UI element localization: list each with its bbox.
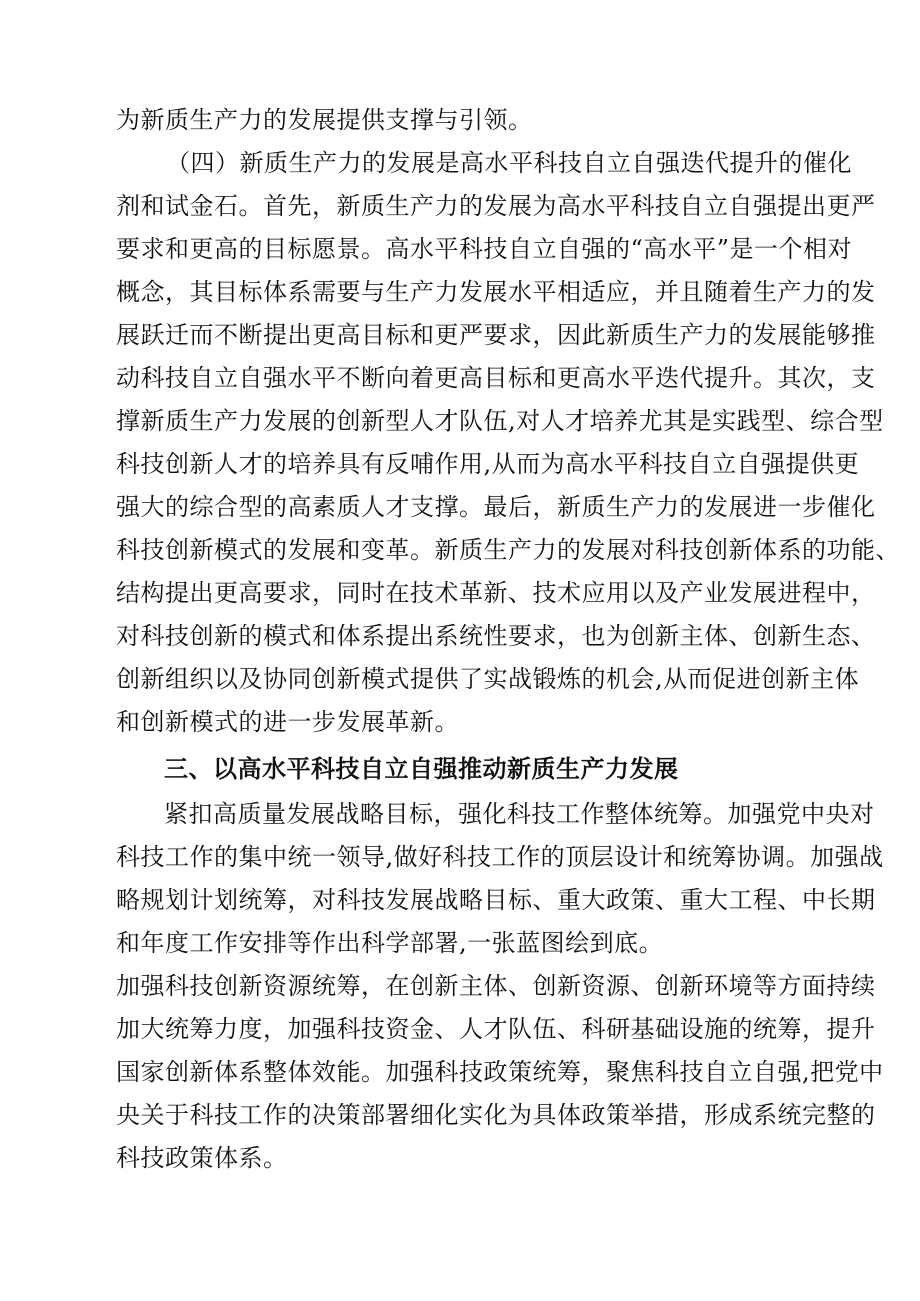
text-line: 动科技自立自强水平不断向着更高目标和更高水平迭代提升。其次，支 — [116, 364, 876, 392]
text-line: 国家创新体系整体效能。加强科技政策统筹，聚焦科技自立自强,把党中 — [116, 1058, 884, 1086]
text-line: 和创新模式的进一步发展革新。 — [116, 708, 459, 736]
text-line: 略规划计划统筹，对科技发展战略目标、重大政策、重大工程、中长期 — [116, 886, 876, 914]
section-heading: 三、以高水平科技自立自强推动新质生产力发展 — [164, 754, 679, 783]
text-line: 科技创新人才的培养具有反哺作用,从而为高水平科技自立自强提供更 — [116, 450, 860, 478]
text-line: 创新组织以及协同创新模式提供了实战锻炼的机会,从而促进创新主体 — [116, 665, 860, 693]
text-line: 和年度工作安排等作出科学部署,一张蓝图绘到底。 — [116, 929, 664, 957]
text-line: 央关于科技工作的决策部署细化实化为具体政策举措，形成系统完整的 — [116, 1101, 876, 1129]
text-line: 撑新质生产力发展的创新型人才队伍,对人才培养尤其是实践型、综合型 — [116, 407, 884, 435]
text-line: 要求和更高的目标愿景。高水平科技自立自强的“高水平”是一个相对 — [116, 235, 853, 263]
text-line: 强大的综合型的高素质人才支撑。最后，新质生产力的发展进一步催化 — [116, 493, 876, 521]
text-line: 为新质生产力的发展提供支撑与引领。 — [116, 106, 533, 134]
text-line: 概念，其目标体系需要与生产力发展水平相适应，并且随着生产力的发 — [116, 278, 876, 306]
text-line: 展跃迁而不断提出更高目标和更严要求，因此新质生产力的发展能够推 — [116, 321, 876, 349]
text-line: 科技工作的集中统一领导,做好科技工作的顶层设计和统筹协调。加强战 — [116, 843, 884, 871]
text-line: 紧扣高质量发展战略目标，强化科技工作整体统筹。加强党中央对 — [164, 800, 875, 828]
text-line: 剂和试金石。首先，新质生产力的发展为高水平科技自立自强提出更严 — [116, 192, 876, 220]
text-line: （四）新质生产力的发展是高水平科技自立自强迭代提升的催化 — [166, 149, 852, 177]
text-line: 科技创新模式的发展和变革。新质生产力的发展对科技创新体系的功能、 — [116, 536, 900, 564]
text-line: 加强科技创新资源统筹，在创新主体、创新资源、创新环境等方面持续 — [116, 972, 876, 1000]
text-line: 加大统筹力度，加强科技资金、人才队伍、科研基础设施的统筹，提升 — [116, 1015, 876, 1043]
text-line: 科技政策体系。 — [116, 1144, 288, 1172]
text-line: 对科技创新的模式和体系提出系统性要求，也为创新主体、创新生态、 — [116, 622, 876, 650]
text-line: 结构提出更高要求，同时在技术革新、技术应用以及产业发展进程中， — [116, 579, 876, 607]
